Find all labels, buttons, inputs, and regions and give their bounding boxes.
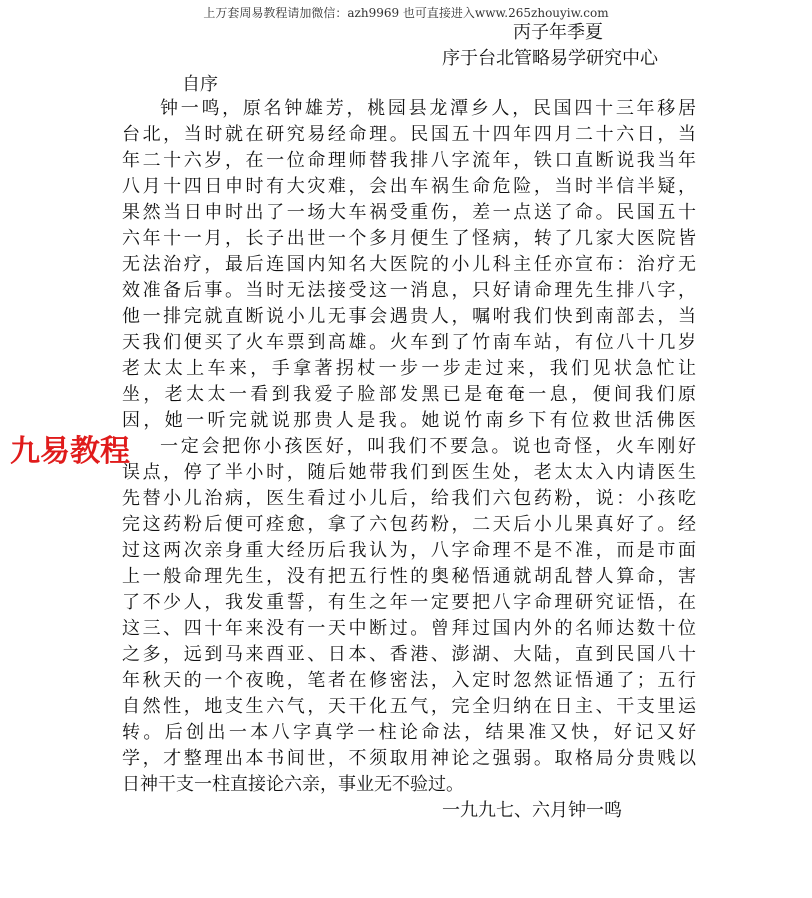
body-line: 上一般命理先生，没有把五行性的奥秘悟通就胡乱替人算命，害 <box>122 566 696 587</box>
body-line: 他一排完就直断说小儿无事会遇贵人，嘱咐我们快到南部去，当 <box>122 306 696 327</box>
signature-line: 一九九七、六月钟一鸣 <box>442 800 622 821</box>
body-line: 过这两次亲身重大经历后我认为，八字命理不是不准，而是市面 <box>122 540 696 561</box>
body-line: 这三、四十年来没有一天中断过。曾拜过国内外的名师达数十位 <box>122 618 696 639</box>
watermark-logo: 九易教程 <box>10 434 130 469</box>
body-line: 果然当日申时出了一场大车祸受重伤，差一点送了命。民国五十 <box>122 202 696 223</box>
body-line: 之多，远到马来酉亚、日本、香港、澎湖、大陆，直到民国八十 <box>122 644 696 665</box>
body-line: 转。后创出一本八字真学一柱论命法，结果准又快，好记又好 <box>122 722 696 743</box>
body-line: 老太太上车来，手拿著拐杖一步一步走过来，我们见状急忙让 <box>122 358 696 379</box>
body-line: 完这药粉后便可痊愈，拿了六包药粉，二天后小儿果真好了。经 <box>122 514 696 535</box>
body-line: 台北，当时就在研究易经命理。民国五十四年四月二十六日，当 <box>122 124 696 145</box>
body-line: 自然性，地支生六气，天干化五气，完全归纳在日主、干支里运 <box>122 696 696 717</box>
body-line: 效准备后事。当时无法接受这一消息，只好请命理先生排八字， <box>122 280 696 301</box>
body-line: 了不少人，我发重誓，有生之年一定要把八字命理研究证悟，在 <box>122 592 696 613</box>
body-line: 先替小儿治病，医生看过小儿后，给我们六包药粉，说：小孩吃 <box>122 488 696 509</box>
body-line: 年二十六岁，在一位命理师替我排八字流年，铁口直断说我当年 <box>122 150 696 171</box>
section-title: 自序 <box>182 74 218 95</box>
body-line: 学，才整理出本书间世，不须取用神论之强弱。取格局分贵贱以 <box>122 748 696 769</box>
body-line: 钟一鸣，原名钟雄芳，桃园县龙潭乡人，民国四十三年移居 <box>160 98 696 119</box>
org-line: 序于台北管略易学研究中心 <box>442 48 658 69</box>
body-line: 坐，老太太一看到我爱子脸部发黑已是奄奄一息，便间我们原 <box>122 384 696 405</box>
body-line: 八月十四日申时有大灾难，会出车祸生命危险，当时半信半疑， <box>122 176 696 197</box>
body-line: 无法治疗，最后连国内知名大医院的小儿科主任亦宣布：治疗无 <box>122 254 696 275</box>
date-line: 丙子年季夏 <box>513 22 603 43</box>
header-note: 上万套周易教程请加微信：azh9969 也可直接进入www.265zhouyiw.com <box>203 6 609 20</box>
body-line: 日神干支一柱直接论六亲，事业无不验过。 <box>122 774 464 795</box>
body-line: 一定会把你小孩医好，叫我们不要急。说也奇怪，火车刚好 <box>160 436 696 457</box>
body-line: 年秋天的一个夜晚，笔者在修密法，入定时忽然证悟通了；五行 <box>122 670 696 691</box>
body-line: 误点，停了半小时，随后她带我们到医生处，老太太入内请医生 <box>122 462 696 483</box>
body-line: 六年十一月，长子出世一个多月便生了怪病，转了几家大医院皆 <box>122 228 696 249</box>
body-line: 天我们便买了火车票到高雄。火车到了竹南车站，有位八十几岁 <box>122 332 696 353</box>
body-line: 因，她一听完就说那贵人是我。她说竹南乡下有位救世活佛医 <box>122 410 696 431</box>
